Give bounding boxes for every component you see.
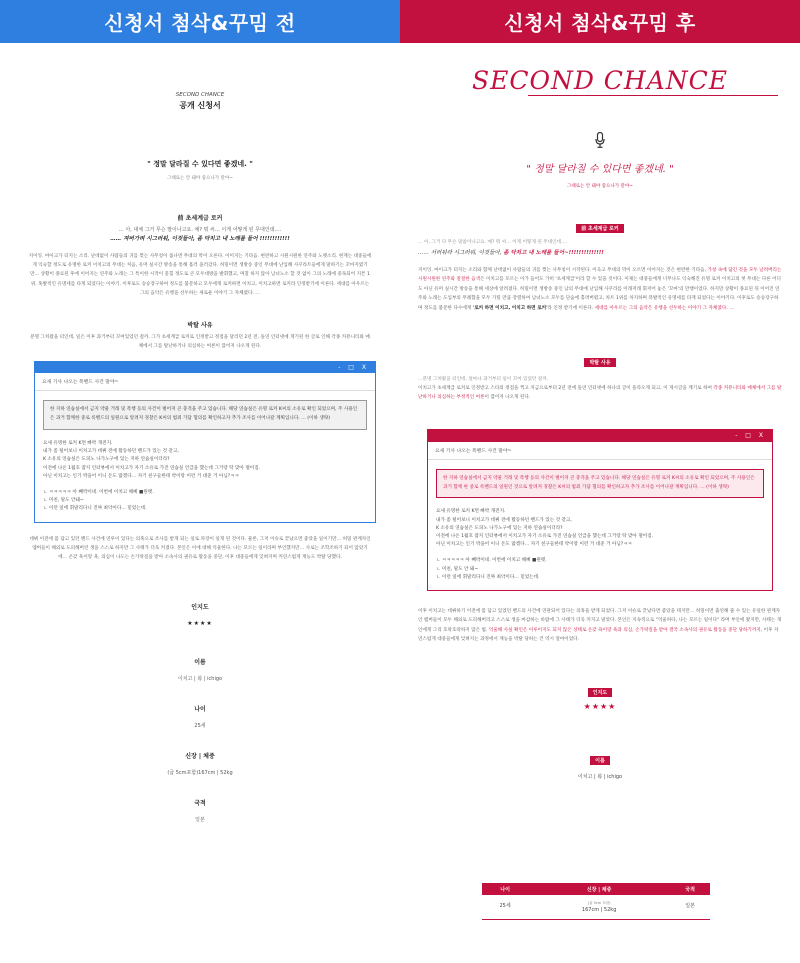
table-header-row: [482, 883, 710, 895]
table-header-nation: 국적: [670, 883, 710, 895]
forum-line: 이전에 나온 1월호 잡지 인터뷰에서 이치고가 자기 소유로 가진 연습실 언급을 했는데 그거랑 딱 맞아 떨어짐.: [43, 465, 261, 471]
name-value: 이치고 | 苺 | ichigo: [577, 773, 623, 780]
age-value: 25세: [194, 723, 206, 730]
nation-value: 일본: [195, 817, 205, 824]
body-value: (굽 5cm포함)167cm | 52kg: [167, 770, 233, 777]
forum-spacer: [436, 549, 764, 557]
emphasis-highlight: 좀 닥치고 내 노래를 들어~!!!!!!!!!!!!!!: [503, 250, 604, 256]
revocation-paragraph: 분명 그쳐왔을 터인데, 일은 이후 과거부터 꼬여있었던 걸까. 그가 초세계급 로커로 인정받고 정점을 달리던 2년 전, 돌연 인터넷에 게기된 한 글로 인해 각종 커뮤니티와 매체에서 그를 탈난하거나 의심하는 여론이 끓어져 나오게 된다.: [30, 335, 370, 350]
forum-comment: ㄴ 미친, 말도 안 돼~: [436, 566, 479, 572]
nation-label: 국적: [194, 800, 206, 808]
forum-line: 요새 유명한 로커 K면 빠박 개전지.: [43, 441, 113, 447]
table-row: [482, 895, 710, 919]
page-title: 공개 신청서: [179, 101, 221, 110]
before-column: [0, 43, 400, 963]
news-quote: 한 지하 연습실에서 금지 약물 거래 및 폭행 등의 사건이 벌어져 큰 충격을 주고 있습니다. 해당 연습실은 유명 로커 K씨의 소유로 확인 되었으며, 주 사용인은 과거 함께 한 중로 록밴드의 일원인 것으로 알려져 경찰은 K씨의 범죄 가담 혐의를 확인하고자 추가 조사를 이어나갈 계획입니다. … (이하 생략): [436, 469, 764, 499]
intro-line: … 아, 대체 그거 무슨 말이나고요. 예? 뭐 씨… 이게 어떻게 된 무대인데….: [118, 227, 282, 233]
para-text: , 이후 자연스럽게 대중들에게 잊혀지는 과정에서 재능을 박탈 당하는 건 역시 얼마이었다.: [418, 627, 779, 643]
body-cell: [528, 895, 670, 919]
body-value: 167cm | 52kg: [581, 906, 617, 913]
quote: " 정말 달라질 수 있다면 좋겠네. ": [147, 160, 253, 168]
backstory-paragraph: 지이잉. 마이크가 터지는 소리. 난데없이 사람들의 귀를 찢는 사무칭이 롤나면 무대의 막이 오른다. 이어지는 기타음. 현란하고 시원시원한 연주와 노랫소리. 현재는 대중들에게 익숙할 정도로 유명한 로커 이치고의 무대는 처음, 유머 실시간 방송을 통해 흘러 올러갔다. 허밀이면 생방송 중인 무대에 난입해 사쿠라트들에게 말하기는 꼬마지였기만… 상황이 종료된 후에 이어지는 연주와 노래는 그 특이한 시작이 묻힐 정도로 큰 모두대방을 발휘했고, 며칠 하지 않아 남녀노소 할 것 없이 그의 노래에 중독되어 지튼 1위. 혹발적인 유명세를 타게 되었다는 이야기. 이후로도 승승장구하여 정도를 불문하고 모두에게 로커하면 이치고, 이치고하면 로커라 인정받기에 이른다. 세대를 아우르는 그의 음악은 유행을 선두하는 새로운 이야기 그 자체였다. …: [28, 254, 372, 296]
age-value: 25세: [482, 895, 528, 919]
forum-line: 내가 좀 털어보니 이치고가 데뷔 전에 활동하던 밴드가 있는 것 같고,: [436, 517, 572, 523]
section-title-rocker: 前 초세계급 로커: [177, 215, 223, 222]
news-quote: 한 지하 연습실에서 금지 약물 거래 및 폭행 등의 사건이 벌어져 큰 충격을 주고 있습니다. 해당 연습실은 유명 로커 K씨의 소유로 확인 되었으며, 주 사용인은 과거 함께한 중로 록밴드의 일원으로 알려져 경찰은 K씨의 범죄 가담 혐의를 확인하고자 추가 조사를 이어나갈 계획입니다. … (이하 생략): [43, 400, 367, 430]
para-text: 이치고가 초세계급 로커로 인정받고 스타의 정점을 찍고 지금으로부터 2년 전에 돌연 인터넷에 하나의 글이 올라오게 되고, 이 게시글을 계기로 하여: [418, 386, 712, 392]
forum-spacer: [43, 481, 367, 489]
popularity-label: 인지도: [191, 604, 209, 612]
forum-line: 내가 좀 털어보니 이치고가 데뷔 전에 활동하던 밴드가 있는 것 같고,: [43, 449, 179, 455]
window-controls[interactable]: - □ X: [428, 430, 772, 442]
para-text: 라 인정 받기에 이른다.: [547, 305, 594, 311]
forum-window: [427, 429, 773, 591]
intro-line: … 아, 그거 다 무슨 말씀이나고요. 예? 뭐 씨… 이게 어떻게 된 무대인데….: [418, 240, 568, 245]
forum-comment: ㄴ ㅋㅋㅋㅋㅋ 아 빼박이네. 이번에 이치고 해삐 ■원맷.: [436, 558, 547, 564]
body-note: (굽 5cm 포함): [587, 900, 611, 905]
forum-body: [428, 504, 772, 590]
before-header: 신청서 첨삭&꾸밈 전: [0, 0, 400, 43]
title-underline: [528, 95, 778, 96]
para-highlight: 세대를 아우르는 그의 음악은 유행을 선두하는 이야기 그 자체였다. …: [593, 305, 734, 311]
body-label: 신장 | 체중: [185, 753, 215, 761]
table-header-body: 신장 | 체중: [528, 883, 670, 895]
nation-value: 일본: [670, 895, 710, 919]
quote-sub: 그때로는 안 돼야 좋으나가 말야~: [566, 184, 633, 189]
aftermath-paragraph: [418, 607, 782, 645]
quote-sub: 그때로는 안 돼야 좋으나가 말야~: [166, 176, 233, 181]
table-header-age: 나이: [482, 883, 528, 895]
forum-line: 요새 유명한 로커 K면 빠박 개전지.: [436, 509, 506, 515]
forum-line: 이전에 나온 1월호 잡지 인터뷰에서 이치고가 자기 소유로 가진 연습실 언급을 했는데 그거랑 딱 맞아 떨어짐.: [436, 534, 654, 540]
forum-body: [35, 436, 375, 522]
microphone-icon: [418, 132, 782, 152]
backstory-paragraph: [418, 266, 782, 313]
popularity-stars: ★★★★: [583, 701, 617, 711]
popularity-stars: ★★★★: [187, 620, 213, 628]
emphasis-line: [418, 248, 782, 256]
para-text: 이후 이치고는 데뷔하기 이전에 몸 담고 있었던 밴드의 사건에 연관되어 있다는 의혹을 받게 되었다. 그저 이슈로 끝났다면 좋았을 테지만… 허밀이면 출연해 줄 수 있는 유일한 관계자인 멤버들이 모두 해외로 도피해버리고 스스로 생을 마감하는 바람에 그 사태가 더욱 커지고 말았다. 본인은 지속적으로 "억울하다, 나는 모르는 일이다" 라며 부인에 왔지만, 사태는 개인에게 그리 호락호락하지 않은 법.: [418, 609, 782, 633]
age-label: 나이: [194, 706, 206, 714]
para-highlight: 억울해 사실 확인은 이루어지도 되지 않은 상태로 온갖 욕이랑 욕과 의심, 손가락질을 받아 결국 소속사의 권유로 활동을 중단 당하기까지: [487, 627, 761, 633]
forum-line: 아닌 이치고는 인기 박을어 이니 돈도 많겠다… 자기 친구들한테 약이랑 이런 거 대준 거 아님?ㅋㅋ: [43, 473, 240, 479]
revocation-paragraph: [418, 384, 782, 403]
forum-window: [34, 361, 376, 522]
forum-comment: ㄴ 미친, 말도 안돼~: [43, 498, 84, 504]
para-highlight: 각종 커뮤니티와 매체에서 그를 탈난하거나 의심하는 부정적인 여론: [418, 386, 782, 401]
quote: " 정말 달라질 수 있다면 좋겠네. ": [526, 164, 674, 175]
emphasis-line: …… 져버가려 시그러워, 이것들아, 좀 닥치고 내 노래를 들어 !!!!!!!!!!!!: [110, 236, 290, 242]
name-tag: 이름: [590, 756, 610, 765]
para-highlight: 가창 속에 담긴 것을 모두 날려버리는 시원시원한 연주와 절절한 음색: [418, 268, 782, 283]
aftermath-paragraph: 데뷔 이전에 몸 담고 있던 밴드 사건에 연루이 있다는 의혹으로 조사를 받게 되는 일로 파장이 일게 된 것이다. 물론, 그저 이슈로 끝났으면 좋았을 일이기만… 허밀 관계자인 멤버들이 해외로 도피해버린 생을 스스로 하지만 그 사태가 더욱 커졌다. 본인은 이에 대해 억울한다. 나는 모르는 일이라며 부인했지만… 사로는 조학조하기 되어 않았기에… 온갖 욕이랑 욕, 의심이 나도는 손가락질을 받아 소속사의 권유로 활동을 중단, 이후 대중들에게 잊혀지며 커연스럽게 재능도 박탈 당했다.: [29, 536, 371, 561]
forum-line: K 소유의 연습실은 도피노 나가노구에 있는 지하 연습실이더라?: [436, 525, 563, 531]
after-column: [400, 43, 800, 963]
name-value: 이치고 | 苺 | ichigo: [177, 676, 223, 683]
window-title: 요새 기사 나오는 폭밴드 사건 말야~: [428, 442, 772, 460]
emphasis-lead: …… 서러워라 시그러워, 이것들아,: [418, 250, 504, 256]
para-bold: '로커 하면 이치고, 이치고 하면 로커': [471, 305, 548, 311]
forum-comment: ㄴ 이런 일에 휘말리다니 진짜 최악이다… 믿었는데.: [43, 506, 147, 512]
revocation-intro: …분명 그쳐왔을 터인데, 얼마나 과거부터 일이 꼬여 있었던 걸까.: [418, 377, 549, 383]
section-title-revocation: 박탈 사유: [187, 322, 213, 330]
para-text: 은 이치고를 모르는 이가 들어도 가히 '초세계급'이라 할 수 있을 것이다. 이제는 대중들에게 너무나도 익숙해진 유명 로커 이치고의 첫 무대는 다른 어디도 아닌 유머 실시간 방송을 통해 세상에 알려졌다. 허밀이면 생방송 중인 남의 무대에 난입해 사쿠라를 이래저래 휘저어 놓은 '꼬마'의 만행이었다. 하지만 상황이 종료된 뒤 이어진 연주와 노래는 도입부의 무례함을 모두 가릴 만큼 강렬하여 남녀노소 모두를 단숨에 홀려버렸고, 차트 1위를 차지하며 폭발적인 유명세를 타게 되었다는 이야기다. 이후로도 승승장구하며 정도를 불문한 다수에게: [418, 277, 781, 311]
second-chance-title: SECOND CHANCE: [471, 66, 729, 95]
window-controls[interactable]: - □ X: [35, 362, 375, 373]
after-header: 신청서 첨삭&꾸밈 후: [400, 0, 800, 43]
section-tag-rocker: 前 초세계급 로커: [576, 224, 623, 233]
window-title: 요새 기사 나오는 폭밴드 사건 말야~: [35, 373, 375, 391]
name-label: 이름: [194, 659, 206, 667]
section-tag-revocation: 박탈 사유: [584, 358, 615, 367]
para-text: 이 끓어져 나오게 된다.: [484, 395, 531, 401]
second-chance-label: SECOND CHANCE: [175, 92, 225, 98]
forum-line: 아닌 이치고는 인기 박을어 이니 돈도 많겠다… 자기 친구들한테 약이랑 이런 거 대준 거 아님?ㅋㅋ: [436, 542, 633, 548]
popularity-tag: 인지도: [588, 688, 613, 697]
forum-comment: ㄴ 이런 일에 휘말리다니 진짜 최악이다… 믿었는데.: [436, 574, 540, 580]
forum-line: K 소유의 연습실은 도피노 나가노구에 있는 지하 연습실이더라?: [43, 457, 170, 463]
profile-table: [482, 883, 710, 920]
forum-comment: ㄴ ㅋㅋㅋㅋㅋ 아 빼박이네. 이번에 이치고 해삐 ■원맷.: [43, 490, 154, 496]
para-text: 지이잉. 마이크가 터지는 소리와 함께 난데없이 사람들의 귀를 찢는 사무칭이 시작된다. 이윽고 무대의 막이 오르면 이어지는 것은 현란한 기타음,: [418, 268, 707, 273]
